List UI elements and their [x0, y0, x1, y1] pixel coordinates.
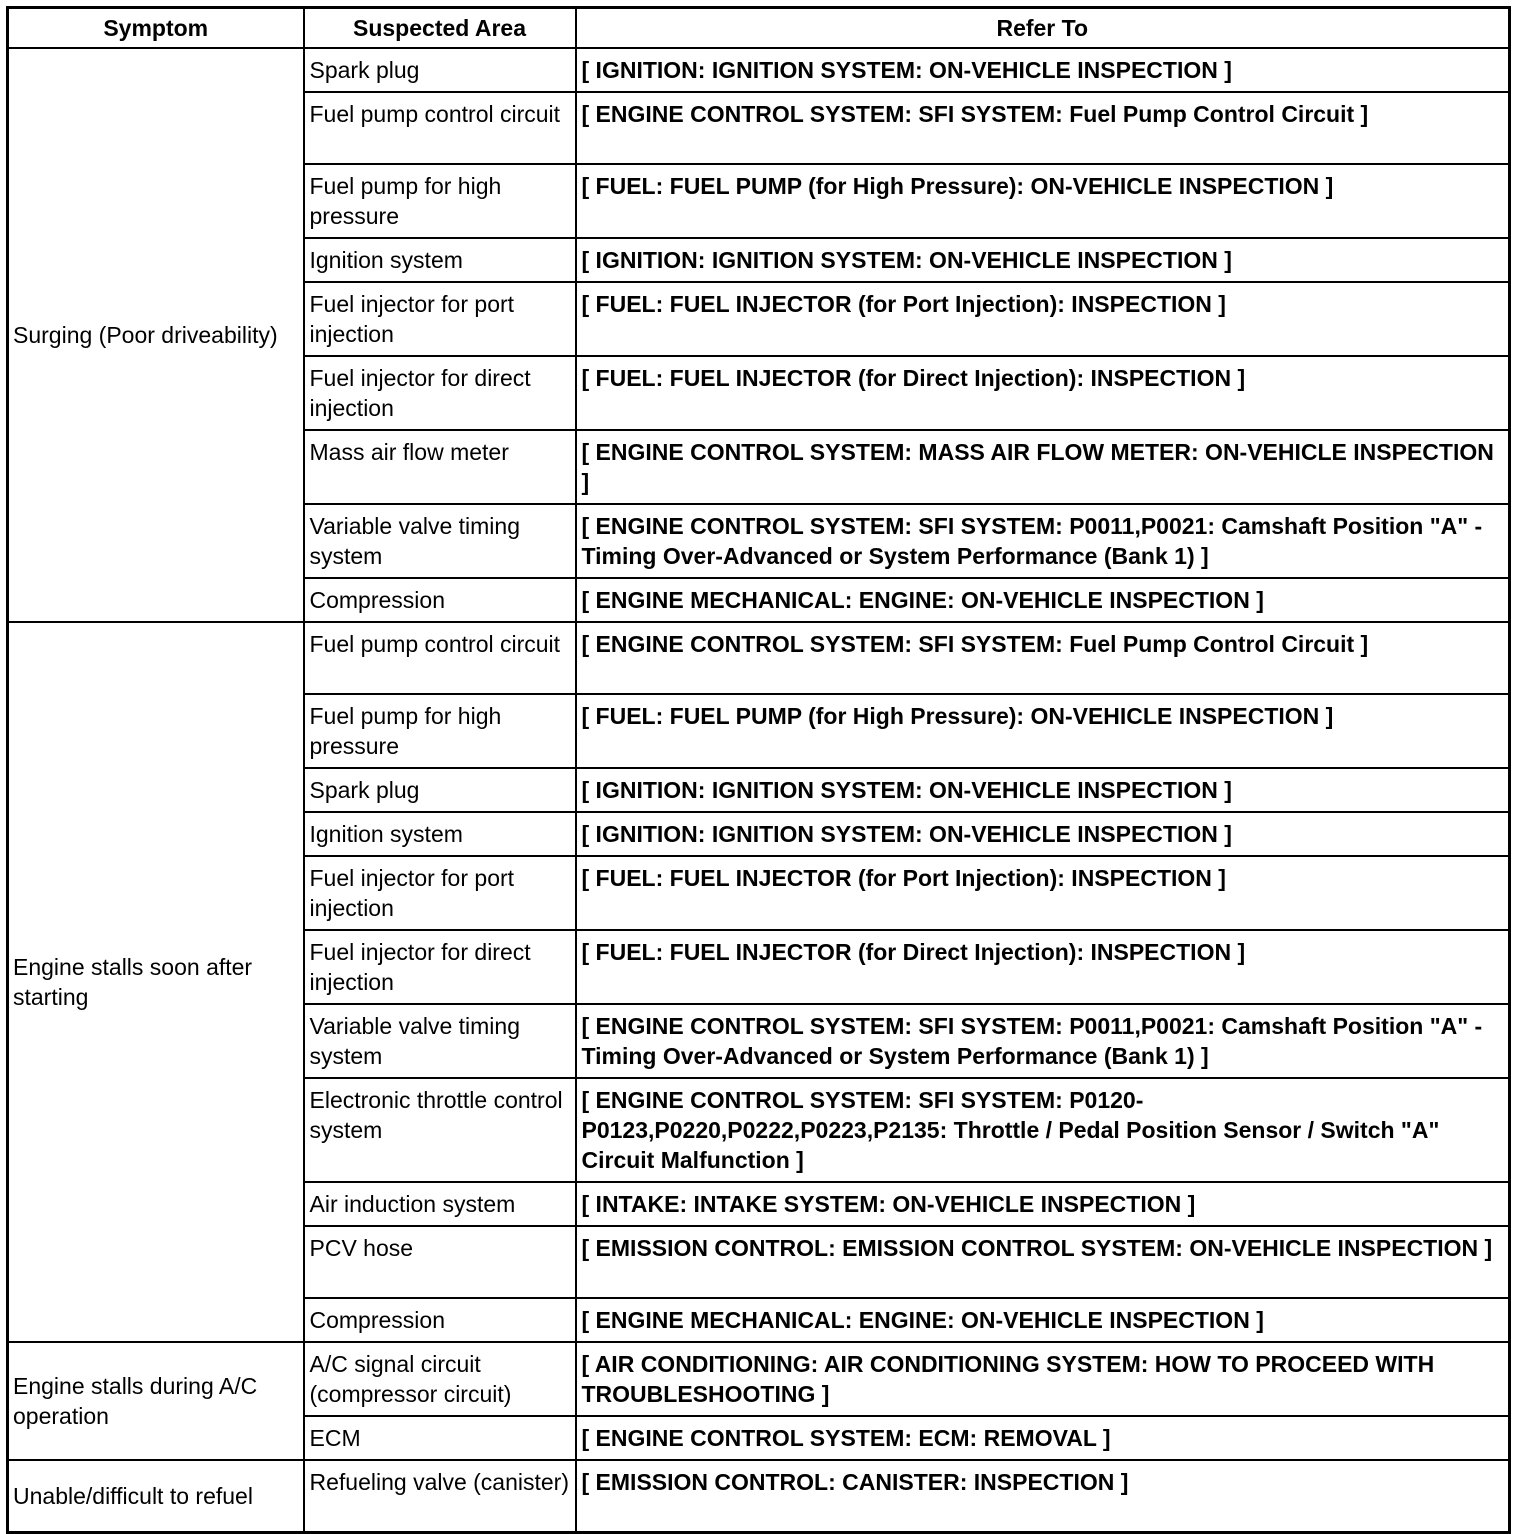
header-suspected-area: Suspected Area [304, 8, 576, 49]
header-row [8, 8, 1510, 49]
refer-to-cell: [ FUEL: FUEL INJECTOR (for Direct Injection): INSPECTION ] [576, 930, 1510, 1004]
suspected-area-cell: Fuel injector for port injection [304, 856, 576, 930]
refer-to-cell: [ ENGINE CONTROL SYSTEM: MASS AIR FLOW METER: ON-VEHICLE INSPECTION ] [576, 430, 1510, 504]
refer-to-cell: [ EMISSION CONTROL: CANISTER: INSPECTION ] [576, 1460, 1510, 1533]
refer-to-cell: [ IGNITION: IGNITION SYSTEM: ON-VEHICLE INSPECTION ] [576, 48, 1510, 92]
suspected-area-cell: Fuel pump for high pressure [304, 164, 576, 238]
suspected-area-cell: Spark plug [304, 768, 576, 812]
suspected-area-cell: ECM [304, 1416, 576, 1460]
suspected-area-cell: Ignition system [304, 238, 576, 282]
symptom-cell: Engine stalls during A/C operation [8, 1342, 304, 1460]
refer-to-cell: [ EMISSION CONTROL: EMISSION CONTROL SYSTEM: ON-VEHICLE INSPECTION ] [576, 1226, 1510, 1298]
suspected-area-cell: Fuel pump for high pressure [304, 694, 576, 768]
symptom-cell: Engine stalls soon after starting [8, 622, 304, 1342]
suspected-area-cell: PCV hose [304, 1226, 576, 1298]
suspected-area-cell: Compression [304, 1298, 576, 1342]
troubleshooting-table [6, 6, 1511, 1534]
refer-to-cell: [ ENGINE CONTROL SYSTEM: SFI SYSTEM: Fuel Pump Control Circuit ] [576, 622, 1510, 694]
table-row [8, 1342, 1510, 1416]
refer-to-cell: [ FUEL: FUEL INJECTOR (for Direct Injection): INSPECTION ] [576, 356, 1510, 430]
table-row [8, 622, 1510, 694]
refer-to-cell: [ ENGINE CONTROL SYSTEM: SFI SYSTEM: P0011,P0021: Camshaft Position "A" - Timing Over-Advanced or System Performance (Bank 1) ] [576, 1004, 1510, 1078]
refer-to-cell: [ ENGINE CONTROL SYSTEM: SFI SYSTEM: P0120-P0123,P0220,P0222,P0223,P2135: Throttle / Pedal Position Sensor / Switch "A" Circuit Malfunction ] [576, 1078, 1510, 1182]
suspected-area-cell: Fuel injector for port injection [304, 282, 576, 356]
refer-to-cell: [ ENGINE CONTROL SYSTEM: ECM: REMOVAL ] [576, 1416, 1510, 1460]
refer-to-cell: [ FUEL: FUEL PUMP (for High Pressure): ON-VEHICLE INSPECTION ] [576, 694, 1510, 768]
refer-to-cell: [ INTAKE: INTAKE SYSTEM: ON-VEHICLE INSPECTION ] [576, 1182, 1510, 1226]
suspected-area-cell: Compression [304, 578, 576, 622]
suspected-area-cell: Fuel pump control circuit [304, 92, 576, 164]
refer-to-cell: [ ENGINE MECHANICAL: ENGINE: ON-VEHICLE INSPECTION ] [576, 1298, 1510, 1342]
refer-to-cell: [ ENGINE MECHANICAL: ENGINE: ON-VEHICLE INSPECTION ] [576, 578, 1510, 622]
table-row [8, 1460, 1510, 1533]
suspected-area-cell: Electronic throttle control system [304, 1078, 576, 1182]
suspected-area-cell: Variable valve timing system [304, 504, 576, 578]
refer-to-cell: [ ENGINE CONTROL SYSTEM: SFI SYSTEM: P0011,P0021: Camshaft Position "A" - Timing Over-Advanced or System Performance (Bank 1) ] [576, 504, 1510, 578]
refer-to-cell: [ AIR CONDITIONING: AIR CONDITIONING SYSTEM: HOW TO PROCEED WITH TROUBLESHOOTING ] [576, 1342, 1510, 1416]
refer-to-cell: [ FUEL: FUEL PUMP (for High Pressure): ON-VEHICLE INSPECTION ] [576, 164, 1510, 238]
suspected-area-cell: Fuel injector for direct injection [304, 930, 576, 1004]
suspected-area-cell: Refueling valve (canister) [304, 1460, 576, 1533]
symptom-cell: Surging (Poor driveability) [8, 48, 304, 622]
refer-to-cell: [ IGNITION: IGNITION SYSTEM: ON-VEHICLE INSPECTION ] [576, 812, 1510, 856]
suspected-area-cell: Ignition system [304, 812, 576, 856]
refer-to-cell: [ FUEL: FUEL INJECTOR (for Port Injection): INSPECTION ] [576, 282, 1510, 356]
suspected-area-cell: Fuel pump control circuit [304, 622, 576, 694]
refer-to-cell: [ IGNITION: IGNITION SYSTEM: ON-VEHICLE INSPECTION ] [576, 768, 1510, 812]
suspected-area-cell: A/C signal circuit (compressor circuit) [304, 1342, 576, 1416]
table-row [8, 48, 1510, 92]
refer-to-cell: [ ENGINE CONTROL SYSTEM: SFI SYSTEM: Fuel Pump Control Circuit ] [576, 92, 1510, 164]
suspected-area-cell: Variable valve timing system [304, 1004, 576, 1078]
header-symptom: Symptom [8, 8, 304, 49]
suspected-area-cell: Fuel injector for direct injection [304, 356, 576, 430]
suspected-area-cell: Mass air flow meter [304, 430, 576, 504]
suspected-area-cell: Air induction system [304, 1182, 576, 1226]
refer-to-cell: [ IGNITION: IGNITION SYSTEM: ON-VEHICLE INSPECTION ] [576, 238, 1510, 282]
refer-to-cell: [ FUEL: FUEL INJECTOR (for Port Injection): INSPECTION ] [576, 856, 1510, 930]
suspected-area-cell: Spark plug [304, 48, 576, 92]
header-refer-to: Refer To [576, 8, 1510, 49]
symptom-cell: Unable/difficult to refuel [8, 1460, 304, 1533]
